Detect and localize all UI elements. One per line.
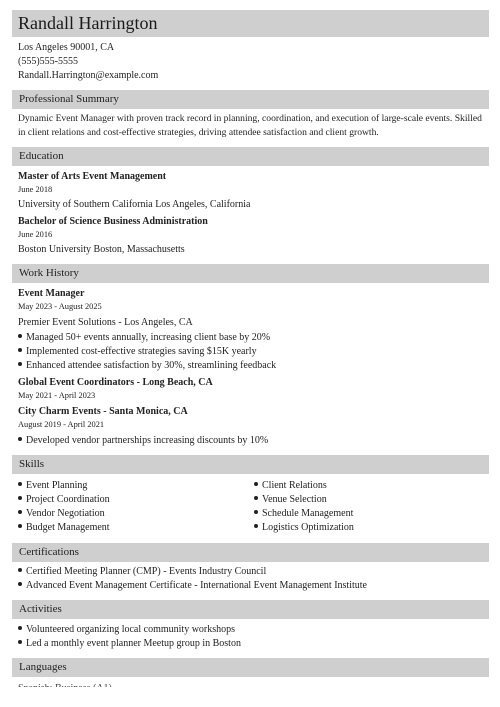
list-item: Enhanced attendee satisfaction by 30%, streamlining feedback [18,360,276,372]
bullet-icon [18,334,22,338]
skill-item: Logistics Optimization [254,522,354,534]
page-cutoff [0,687,500,707]
skill-item: Vendor Negotiation [18,508,105,520]
section-title: Education [19,150,64,162]
section-title: Professional Summary [19,93,119,105]
contact-email[interactable]: Randall.Harrington@example.com [18,70,159,81]
candidate-name: Randall Harrington [18,13,158,33]
bullet-icon [18,626,22,630]
list-item: Developed vendor partnerships increasing discounts by 10% [18,435,268,447]
section-header-languages [12,658,489,677]
bullet-icon [18,582,22,586]
bullet-icon [18,482,22,486]
list-item: Implemented cost-effective strategies saving $15K yearly [18,346,257,358]
section-header-skills [12,455,489,474]
skill-item: Budget Management [18,522,110,534]
job-date: May 2023 - August 2025 [18,302,102,311]
bullet-icon [18,348,22,352]
section-title: Skills [19,458,45,470]
education-date: June 2016 [18,230,53,239]
education-school: University of Southern California Los Angeles, California [18,199,251,210]
job-date: August 2019 - April 2021 [18,420,105,429]
job-title: Global Event Coordinators - Long Beach, CA [18,377,213,388]
section-title: Activities [19,603,62,615]
section-title: Certifications [19,546,79,558]
bullet-icon [18,524,22,528]
summary-text: Dynamic Event Manager with proven track record in planning, coordination, and execution of large-scale events. Skilled in client relations and cost-effective strategies, driving attendee satisfaction and client growth. [18,113,482,138]
job-title: City Charm Events - Santa Monica, CA [18,406,188,417]
section-header-work [12,264,489,283]
job-date: May 2021 - April 2023 [18,391,96,400]
contact-phone: (555)555-5555 [18,56,78,67]
education-degree: Bachelor of Science Business Administration [18,216,208,227]
section-header-summary [12,90,489,109]
bullet-icon [254,482,258,486]
bullet-icon [254,524,258,528]
skill-item: Schedule Management [254,508,353,520]
activity-item: Volunteered organizing local community workshops [18,624,235,636]
education-degree: Master of Arts Event Management [18,171,167,182]
education-date: June 2018 [18,185,53,194]
bullet-icon [18,362,22,366]
section-header-activities [12,600,489,619]
section-title: Languages [19,661,67,673]
section-title: Work History [19,267,79,279]
job-title: Event Manager [18,288,85,299]
skill-item: Project Coordination [18,494,110,506]
job-company: Premier Event Solutions - Los Angeles, CA [18,317,193,328]
bullet-icon [18,510,22,514]
list-item: Managed 50+ events annually, increasing client base by 20% [18,332,270,344]
skill-item: Client Relations [254,480,327,492]
activity-item: Led a monthly event planner Meetup group in Boston [18,638,241,650]
bullet-icon [18,437,22,441]
name-header [12,10,489,37]
bullet-icon [18,496,22,500]
section-header-certifications [12,543,489,562]
education-school: Boston University Boston, Massachusetts [18,244,185,255]
section-header-education [12,147,489,166]
skill-item: Event Planning [18,480,87,492]
bullet-icon [254,510,258,514]
bullet-icon [18,568,22,572]
contact-address: Los Angeles 90001, CA [18,42,115,53]
bullet-icon [18,640,22,644]
skill-item: Venue Selection [254,494,327,506]
certification-item: Certified Meeting Planner (CMP) - Events Industry Council [18,566,266,578]
bullet-icon [254,496,258,500]
certification-item: Advanced Event Management Certificate - International Event Management Institute [18,580,367,592]
